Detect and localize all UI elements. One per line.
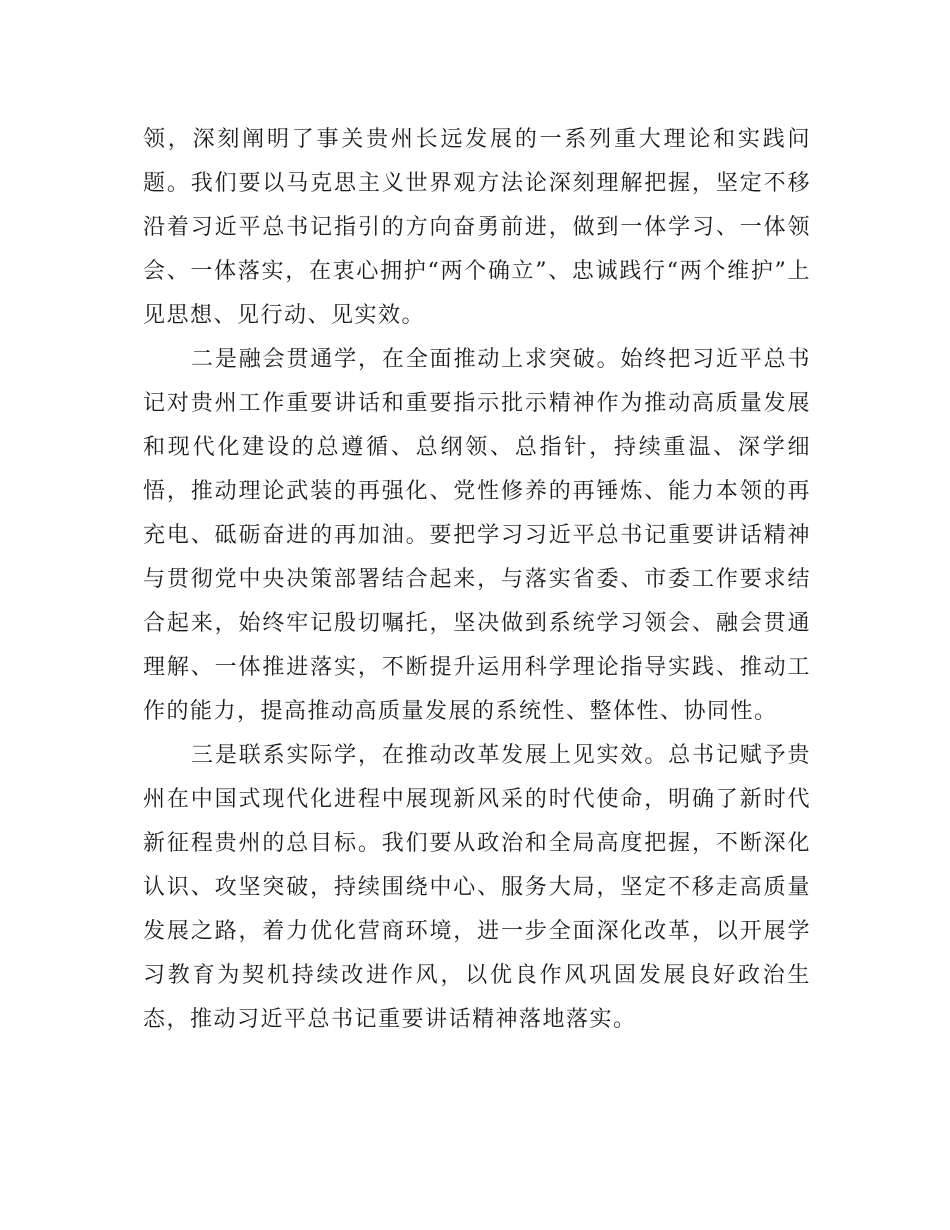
paragraph-continuation: 领，深刻阐明了事关贵州长远发展的一系列重大理论和实践问题。我们要以马克思主义世界观方法论深刻理解把握，坚定不移沿着习近平总书记指引的方向奋勇前进，做到一体学习、一体领会、一体落实，在衷心拥护“两个确立”、忠诚践行“两个维护”上见思想、见行动、见实效。 (143, 127, 811, 328)
paragraph-point-two: 二是融会贯通学，在全面推动上求突破。始终把习近平总书记对贵州工作重要讲话和重要指示批示精神作为推动高质量发展和现代化建设的总遵循、总纲领、总指针，持续重温、深学细悟，推动理论武装的再强化、党性修养的再锤炼、能力本领的再充电、砥砺奋进的再加油。要把学习习近平总书记重要讲话精神与贯彻党中央决策部署结合起来，与落实省委、市委工作要求结合起来，始终牢记殷切嘱托，坚决做到系统学习领会、融会贯通理解、一体推进落实，不断提升运用科学理论指导实践、推动工作的能力，提高推动高质量发展的系统性、整体性、协同性。 (143, 347, 811, 724)
paragraph-point-three: 三是联系实际学，在推动改革发展上见实效。总书记赋予贵州在中国式现代化进程中展现新风采的时代使命，明确了新时代新征程贵州的总目标。我们要从政治和全局高度把握，不断深化认识、攻坚突破，持续围绕中心、服务大局，坚定不移走高质量发展之路，着力优化营商环境，进一步全面深化改革，以开展学习教育为契机持续改进作风，以优良作风巩固发展良好政治生态，推动习近平总书记重要讲话精神落地落实。 (143, 743, 811, 1032)
document-body (143, 118, 811, 1042)
